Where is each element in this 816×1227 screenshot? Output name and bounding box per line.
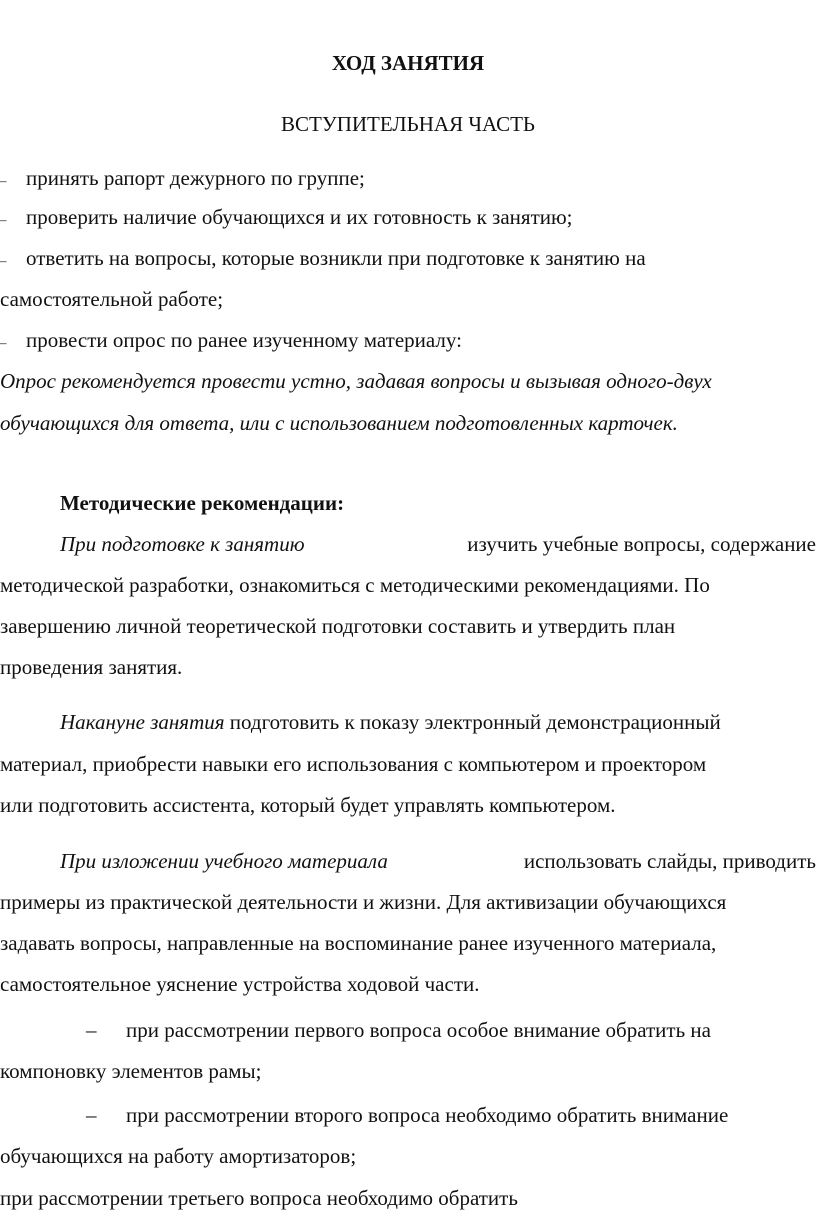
paragraph-text: изучить учебные вопросы, содержание (467, 532, 816, 556)
dash-bullet: – (0, 173, 7, 188)
page-title: ХОД ЗАНЯТИЯ (331, 51, 485, 75)
dash-bullet: – (86, 1103, 97, 1127)
list-item-text: при рассмотрении первого вопроса особое внимание обратить на (126, 1018, 711, 1042)
paragraph-text: подготовить к показу электронный демонстрационный (229, 710, 721, 734)
paragraph-line: материал, приобрести навыки его использования с компьютером и проектором (0, 752, 707, 776)
paragraph-line: примеры из практической деятельности и жизни. Для активизации обучающихся (0, 890, 727, 914)
list-item (86, 1094, 816, 1137)
paragraph-line: завершению личной теоретической подготовки составить и утвердить план (0, 614, 676, 638)
dash-bullet: – (0, 335, 7, 350)
list-item (0, 237, 816, 282)
italic-note-line: Опрос рекомендуется провести устно, задавая вопросы и вызывая одного-двух (0, 369, 712, 393)
list-item (86, 1009, 816, 1052)
paragraph-first-line (60, 523, 816, 566)
paragraph-text: использовать слайды, приводить (523, 849, 816, 873)
list-item-continuation: самостоятельной работе; (0, 287, 224, 311)
section-title: Методические рекомендации: (60, 491, 345, 515)
list-item (0, 196, 816, 241)
list-item-text: провести опрос по ранее изученному материалу: (26, 328, 462, 352)
paragraph-line: самостоятельное уяснение устройства ходовой части. (0, 972, 480, 996)
list-item (0, 319, 816, 364)
paragraph-first-line (60, 701, 816, 744)
dash-bullet: – (86, 1018, 97, 1042)
dash-bullet: – (0, 253, 7, 268)
paragraph-lead: Накануне занятия (60, 710, 225, 734)
paragraph-line: при рассмотрении третьего вопроса необходимо обратить (0, 1186, 518, 1210)
list-item-text: проверить наличие обучающихся и их готовность к занятию; (26, 205, 573, 229)
dash-bullet: – (0, 212, 7, 227)
paragraph-line: методической разработки, ознакомиться с методическими рекомендациями. По (0, 573, 710, 597)
list-item-text: принять рапорт дежурного по группе; (26, 166, 365, 190)
list-item-text: ответить на вопросы, которые возникли при подготовке к занятию на (26, 246, 646, 270)
list-item-continuation: компоновку элементов рамы; (0, 1059, 262, 1083)
section-heading: ВСТУПИТЕЛЬНАЯ ЧАСТЬ (281, 112, 535, 136)
paragraph-line: проведения занятия. (0, 655, 183, 679)
paragraph-first-line (60, 840, 816, 883)
list-item-first-line (0, 237, 646, 282)
paragraph-line: или подготовить ассистента, который будет управлять компьютером. (0, 793, 616, 817)
list-item-continuation: обучающихся на работу амортизаторов; (0, 1144, 357, 1168)
paragraph-lead: При подготовке к занятию (60, 532, 305, 556)
paragraph-line: задавать вопросы, направленные на воспоминание ранее изученного материала, (0, 931, 717, 955)
list-item-text: при рассмотрении второго вопроса необходимо обратить внимание (126, 1103, 729, 1127)
paragraph-lead: При изложении учебного материала (60, 849, 388, 873)
italic-note-line: обучающихся для ответа, или с использованием подготовленных карточек. (0, 411, 678, 435)
